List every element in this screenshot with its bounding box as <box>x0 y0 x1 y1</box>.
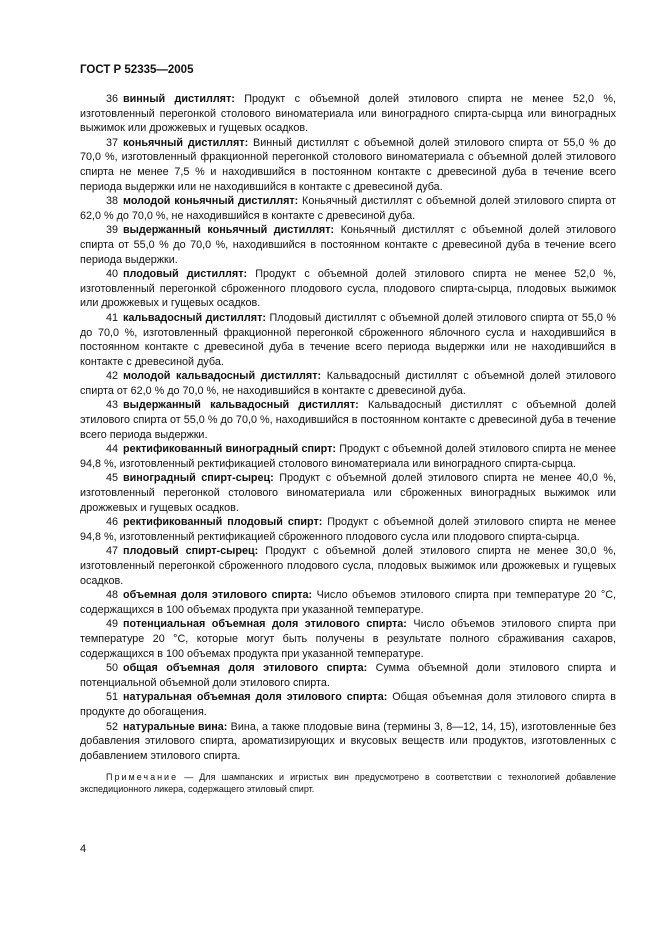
term-entry <box>80 223 616 267</box>
term-number: 39 <box>106 224 119 237</box>
term-name: винный дистиллят: <box>123 93 235 105</box>
term-entry <box>80 267 616 311</box>
term-number: 41 <box>106 311 119 324</box>
term-name: молодой коньячный дистиллят: <box>123 195 299 208</box>
term-name: натуральные вина: <box>123 720 228 733</box>
term-definition: Продукт с объемной долей этилового спирта не менее 52,0 %, изготовленный перегонкой сброженного плодового сусла, плодового спирта-сырца, плодовых выжимок или дрожжевых и гущевых осадков. <box>80 268 616 310</box>
term-entry <box>80 398 616 442</box>
note-label: Примечание <box>106 772 179 783</box>
term-entry <box>80 690 616 719</box>
term-number: 38 <box>106 195 119 208</box>
term-definition: Вина, а также плодовые вина (термины 3, 8—12, 14, 15), изготовленные без добавления этилового спирта, ароматизирующих и вкусовых веществ или продуктов, изготовленных с добавлением этилового спирта. <box>80 720 617 762</box>
term-entry <box>80 369 616 398</box>
term-definition: Коньячный дистиллят с объемной долей этилового спирта от 55,0 % до 70,0 %, находившийся в постоянном контакте с древесиной дуба в течение всего периода выдержки. <box>80 224 616 266</box>
term-name: ректификованный виноградный спирт: <box>123 443 336 456</box>
term-number: 43 <box>106 399 119 412</box>
term-entry <box>80 92 616 136</box>
term-number: 46 <box>106 516 119 529</box>
term-number: 36 <box>106 93 119 105</box>
term-entry <box>80 617 616 661</box>
term-definition: Кальвадосный дистиллят с объемной долей этилового спирта от 55,0 % до 70,0 %, находившийся в постоянном контакте с древесиной дуба в течение всего периода выдержки. <box>80 399 617 441</box>
term-definition: Продукт с объемной долей этилового спирта не менее 94,8 %, изготовленный ректификацией столового виноматериала или виноградного спирта-сырца. <box>80 443 617 470</box>
term-name: плодовый спирт-сырец: <box>123 545 259 558</box>
term-name: молодой кальвадосный дистиллят: <box>123 370 322 383</box>
term-definition: Плодовый дистиллят с объемной долей этилового спирта от 55,0 % до 70,0 %, изготовленный фракционной перегонкой сброженного яблочного сусла и находившийся в постоянном контакте с древесиной дуба в течение всего периода выдержки или не находившийся в контакте с древесиной дуба. <box>80 311 616 368</box>
term-entry <box>80 136 616 194</box>
term-number: 45 <box>106 472 119 485</box>
term-name: общая объемная доля этилового спирта: <box>123 662 368 675</box>
term-name: плодовый дистиллят: <box>123 268 248 281</box>
term-name: виноградный спирт-сырец: <box>123 472 274 485</box>
term-name: коньячный дистиллят: <box>123 136 249 149</box>
term-definition: Кальвадосный дистиллят с объемной долей этилового спирта от 62,0 % до 70,0 %, не находившийся в контакте с древесиной дуба. <box>80 370 617 397</box>
term-name: объемная доля этилового спирта: <box>123 589 313 602</box>
term-definition: Продукт с объемной долей этилового спирта не менее 30,0 %, изготовленный перегонкой сброженного плодового сусла, плодовых выжимок или дрожжевых и гущевых осадков. <box>80 545 616 587</box>
term-number: 49 <box>106 618 119 631</box>
term-definition: Продукт с объемной долей этилового спирта не менее 52,0 %, изготовленный перегонкой столового виноматериала или виноградного спирта-сырца или виноградных выжимок или дрожжевых и гущевых осадков. <box>80 93 617 135</box>
term-definition: Число объемов этилового спирта при температуре 20 °С, которые могут быть получены в результате полного сбраживания сахаров, содержащихся в 100 объемах продукта при указанной температуре. <box>80 618 616 660</box>
term-name: ректификованный плодовый спирт: <box>123 516 323 529</box>
term-entry <box>80 661 616 690</box>
term-name: натуральная объемная доля этилового спирта: <box>123 691 388 704</box>
page-number: 4 <box>80 843 87 855</box>
term-entry <box>80 515 616 544</box>
note-text: — Для шампанских и игристых вин предусмотрено в соответствии с технологией добавление экспедиционного ликера, содержащего этиловый спирт. <box>80 772 616 795</box>
page-header <box>80 64 193 76</box>
term-definition: Число объемов этилового спирта при температуре 20 °С, содержащихся в 100 объемах продукта при указанной температуре. <box>80 589 617 616</box>
term-definition: Продукт с объемной долей этилового спирта не менее 40,0 %, изготовленный перегонкой столового виноматериала или сброженных виноградных выжимок или дрожжевых и гущевых осадков. <box>80 472 616 514</box>
term-number: 44 <box>106 443 119 456</box>
term-number: 40 <box>106 268 119 281</box>
term-definition: Продукт с объемной долей этилового спирта не менее 94,8 %, изготовленный ректификацией сброженного плодового сусла или плодового спирта-сырца. <box>80 516 617 543</box>
term-definition: Винный дистиллят с объемной долей этилового спирта от 55,0 % до 70,0 %, изготовленный фракционной перегонкой столового виноматериала с объемной долей этилового спирта не менее 7,5 % и находившийся в постоянном контакте с древесиной дуба в течение всего периода выдержки или не находившийся в контакте с древесиной дуба. <box>80 136 617 193</box>
term-number: 47 <box>106 545 119 558</box>
term-name: выдержанный кальвадосный дистиллят: <box>123 399 359 412</box>
term-number: 50 <box>106 662 119 675</box>
term-definition: Коньячный дистиллят с объемной долей этилового спирта от 62,0 % до 70,0 %, не находившийся в контакте с древесиной дуба. <box>80 195 617 222</box>
term-name: выдержанный коньячный дистиллят: <box>123 224 335 237</box>
term-entry <box>80 471 616 515</box>
term-definition: Общая объемная доля этилового спирта в продукте до обогащения. <box>80 691 616 718</box>
term-number: 48 <box>106 589 119 602</box>
document-body <box>80 92 616 795</box>
note <box>80 771 616 795</box>
standard-designation: ГОСТ Р 52335—2005 <box>80 64 194 76</box>
term-number: 52 <box>106 720 119 733</box>
term-name: потенциальная объемная доля этилового спирта: <box>123 618 407 631</box>
term-entry <box>80 588 616 617</box>
term-number: 37 <box>106 136 119 149</box>
term-number: 42 <box>106 370 119 383</box>
term-entry <box>80 194 616 223</box>
term-number: 51 <box>106 691 119 704</box>
term-definition: Сумма объемной доли этилового спирта и потенциальной объемной доли этилового спирта. <box>80 662 617 689</box>
term-entry <box>80 442 616 471</box>
term-name: кальвадосный дистиллят: <box>123 311 266 324</box>
term-entry <box>80 720 616 764</box>
term-entry <box>80 311 616 369</box>
term-entry <box>80 544 616 588</box>
